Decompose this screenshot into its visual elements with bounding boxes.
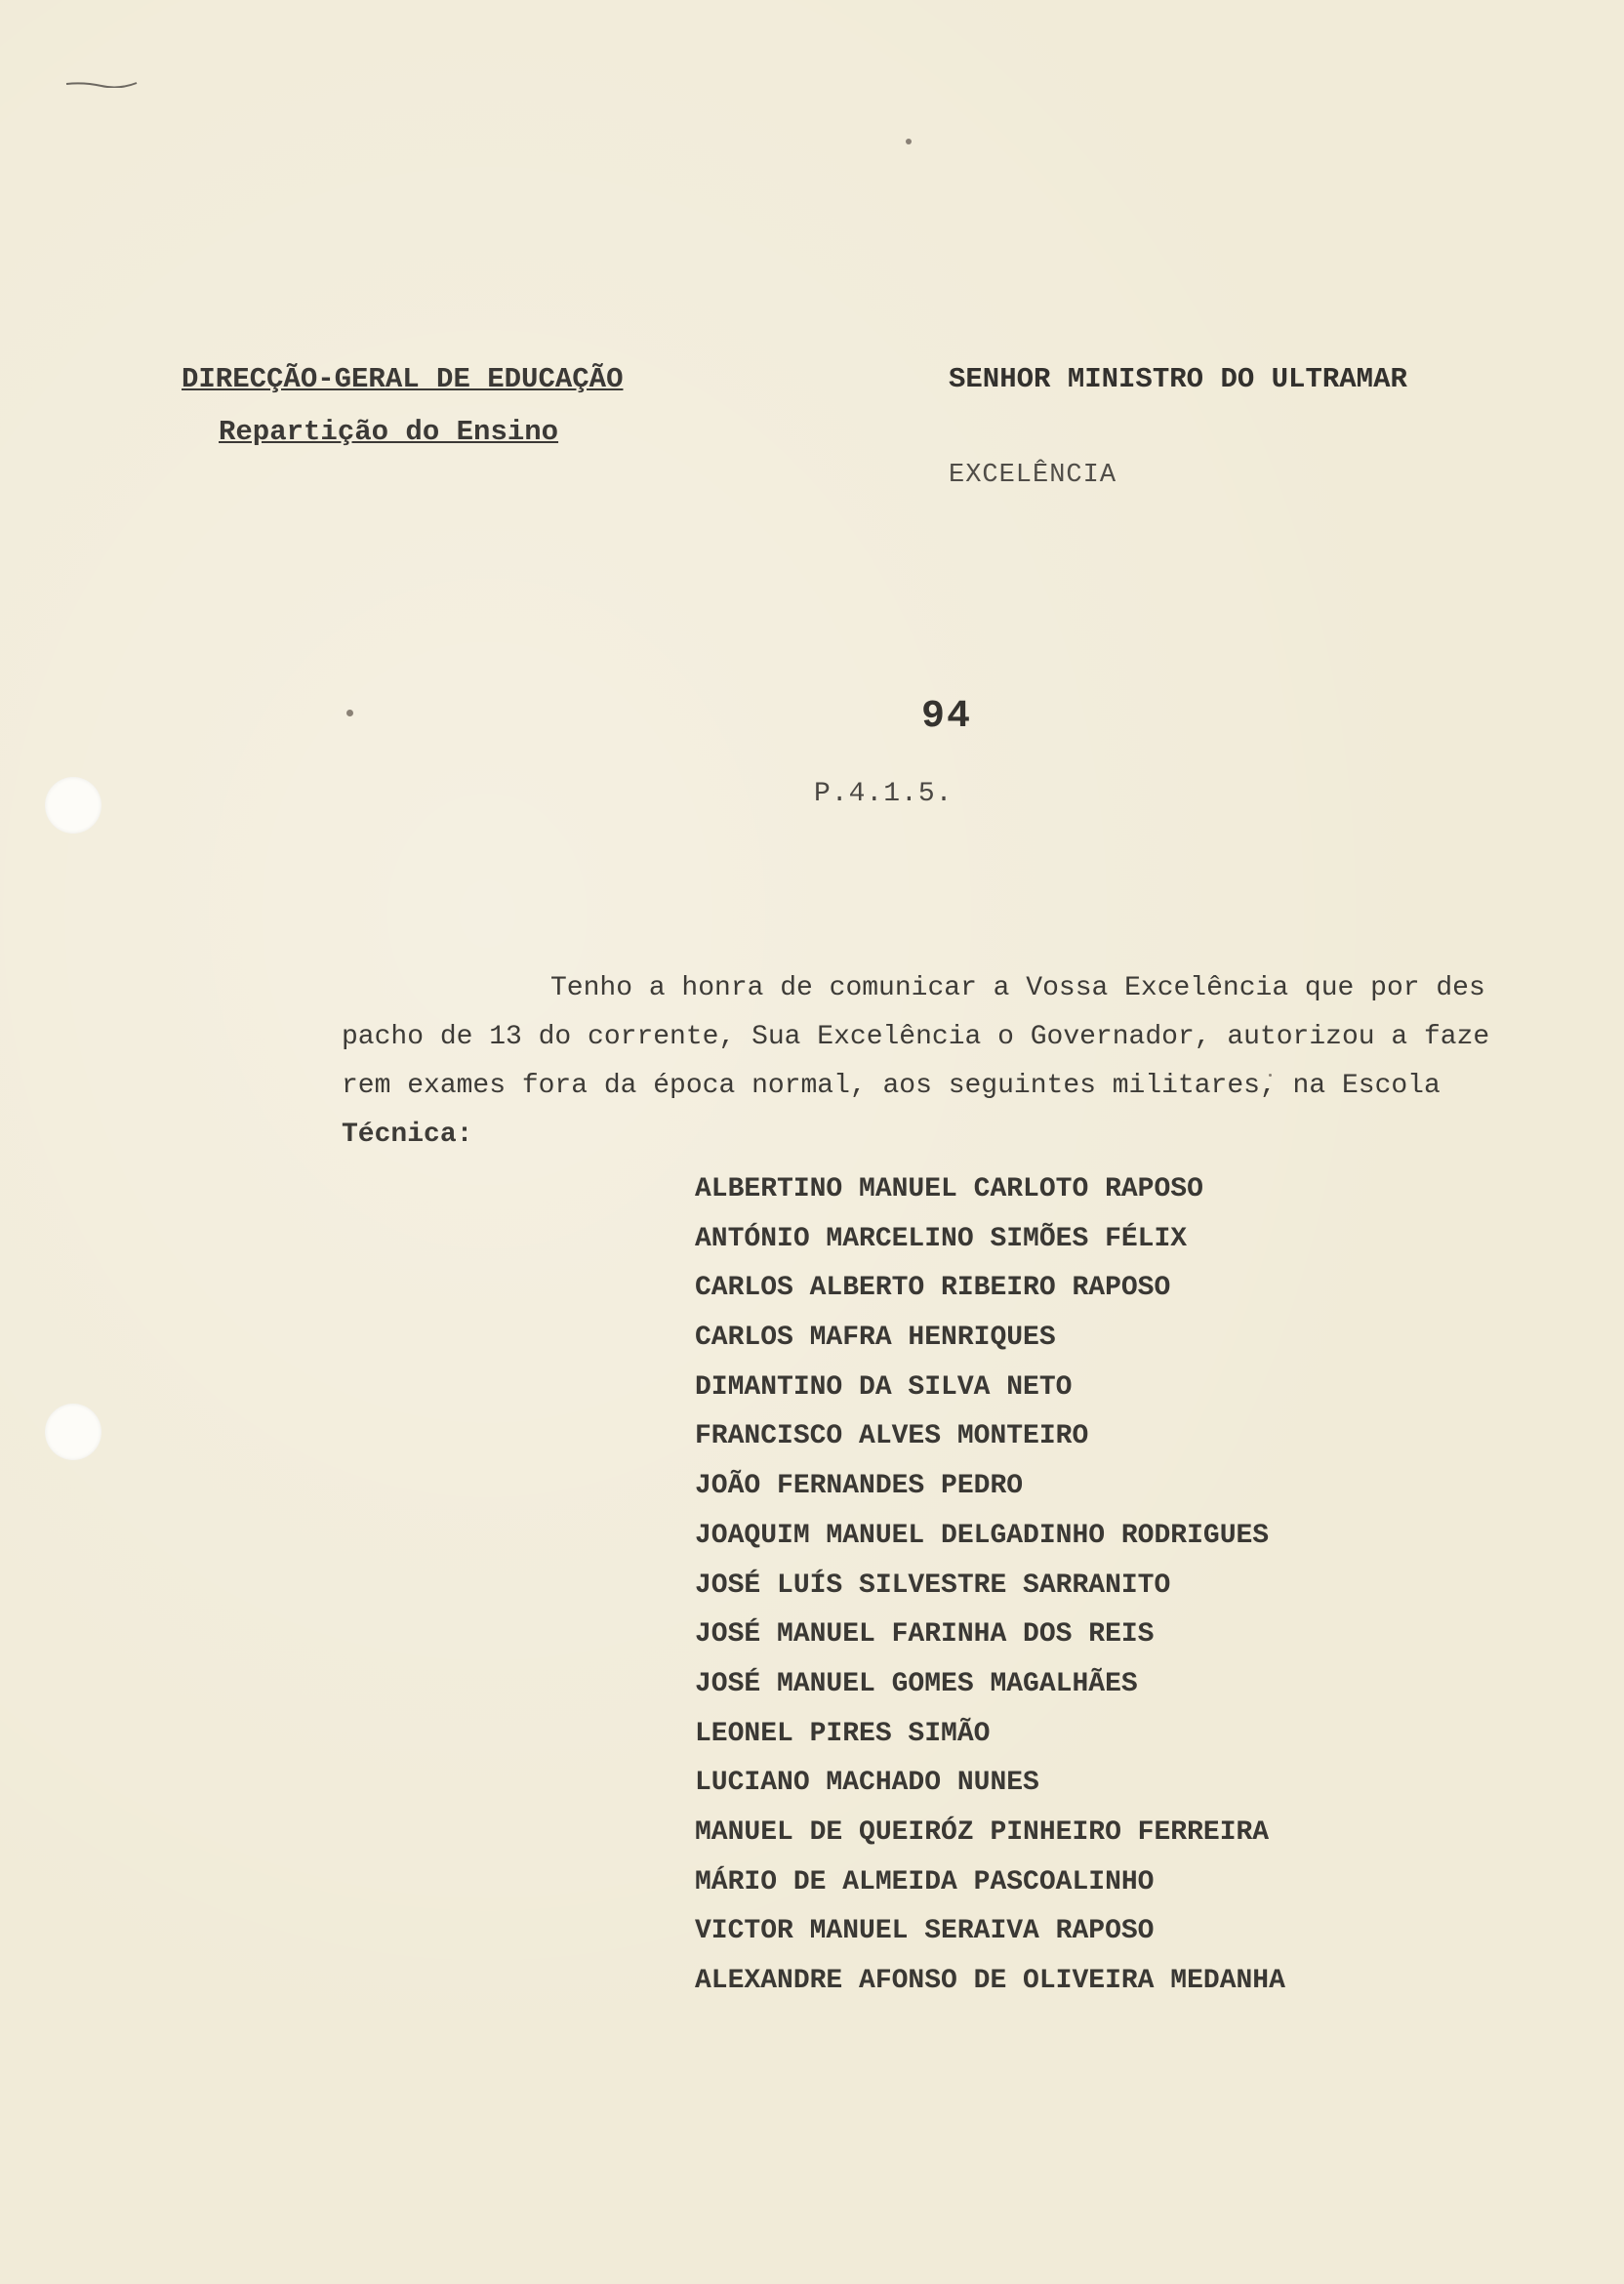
- list-item: JOSÉ MANUEL GOMES MAGALHÃES: [695, 1668, 1138, 1699]
- body-line: rem exames fora da época normal, aos seguintes militares, na Escola: [342, 1071, 1441, 1101]
- punch-hole-upper: [45, 777, 102, 834]
- list-item: JOAQUIM MANUEL DELGADINHO RODRIGUES: [695, 1520, 1270, 1551]
- section-heading: Repartição do Ensino: [219, 416, 559, 448]
- body-line: pacho de 13 do corrente, Sua Excelência o Governador, autorizou a faze: [342, 1022, 1490, 1052]
- names-list: [695, 1165, 1285, 2007]
- document-number: 94: [921, 695, 973, 739]
- salutation: EXCELÊNCIA: [949, 461, 1117, 490]
- list-item: MANUEL DE QUEIRÓZ PINHEIRO FERREIRA: [695, 1816, 1270, 1848]
- list-item: DIMANTINO DA SILVA NETO: [695, 1371, 1073, 1403]
- list-item: LUCIANO MACHADO NUNES: [695, 1768, 1039, 1799]
- list-item: ANTÓNIO MARCELINO SIMÕES FÉLIX: [695, 1223, 1188, 1254]
- list-item: FRANCISCO ALVES MONTEIRO: [695, 1421, 1089, 1452]
- letter-body: [342, 964, 1522, 1160]
- addressee-heading: SENHOR MINISTRO DO ULTRAMAR: [949, 363, 1407, 395]
- pen-mark: [64, 80, 139, 88]
- list-item: JOÃO FERNANDES PEDRO: [695, 1471, 1024, 1502]
- reference-code: P.4.1.5.: [814, 779, 954, 809]
- paper-speck: [346, 710, 353, 716]
- body-line: Técnica:: [342, 1120, 473, 1150]
- paper-speck: [906, 139, 912, 144]
- list-item: VICTOR MANUEL SERAIVA RAPOSO: [695, 1916, 1155, 1947]
- list-item: JOSÉ LUÍS SILVESTRE SARRANITO: [695, 1570, 1171, 1601]
- list-item: MÁRIO DE ALMEIDA PASCOALINHO: [695, 1866, 1155, 1897]
- list-item: JOSÉ MANUEL FARINHA DOS REIS: [695, 1619, 1155, 1651]
- list-item: CARLOS MAFRA HENRIQUES: [695, 1323, 1056, 1354]
- body-line: Tenho a honra de comunicar a Vossa Excelência que por des: [550, 973, 1485, 1003]
- list-item: ALEXANDRE AFONSO DE OLIVEIRA MEDANHA: [695, 1966, 1285, 1996]
- punch-hole-lower: [45, 1404, 102, 1460]
- list-item: ALBERTINO MANUEL CARLOTO RAPOSO: [695, 1174, 1203, 1204]
- department-heading: DIRECÇÃO-GERAL DE EDUCAÇÃO: [182, 363, 624, 395]
- list-item: LEONEL PIRES SIMÃO: [695, 1718, 991, 1749]
- list-item: CARLOS ALBERTO RIBEIRO RAPOSO: [695, 1273, 1171, 1304]
